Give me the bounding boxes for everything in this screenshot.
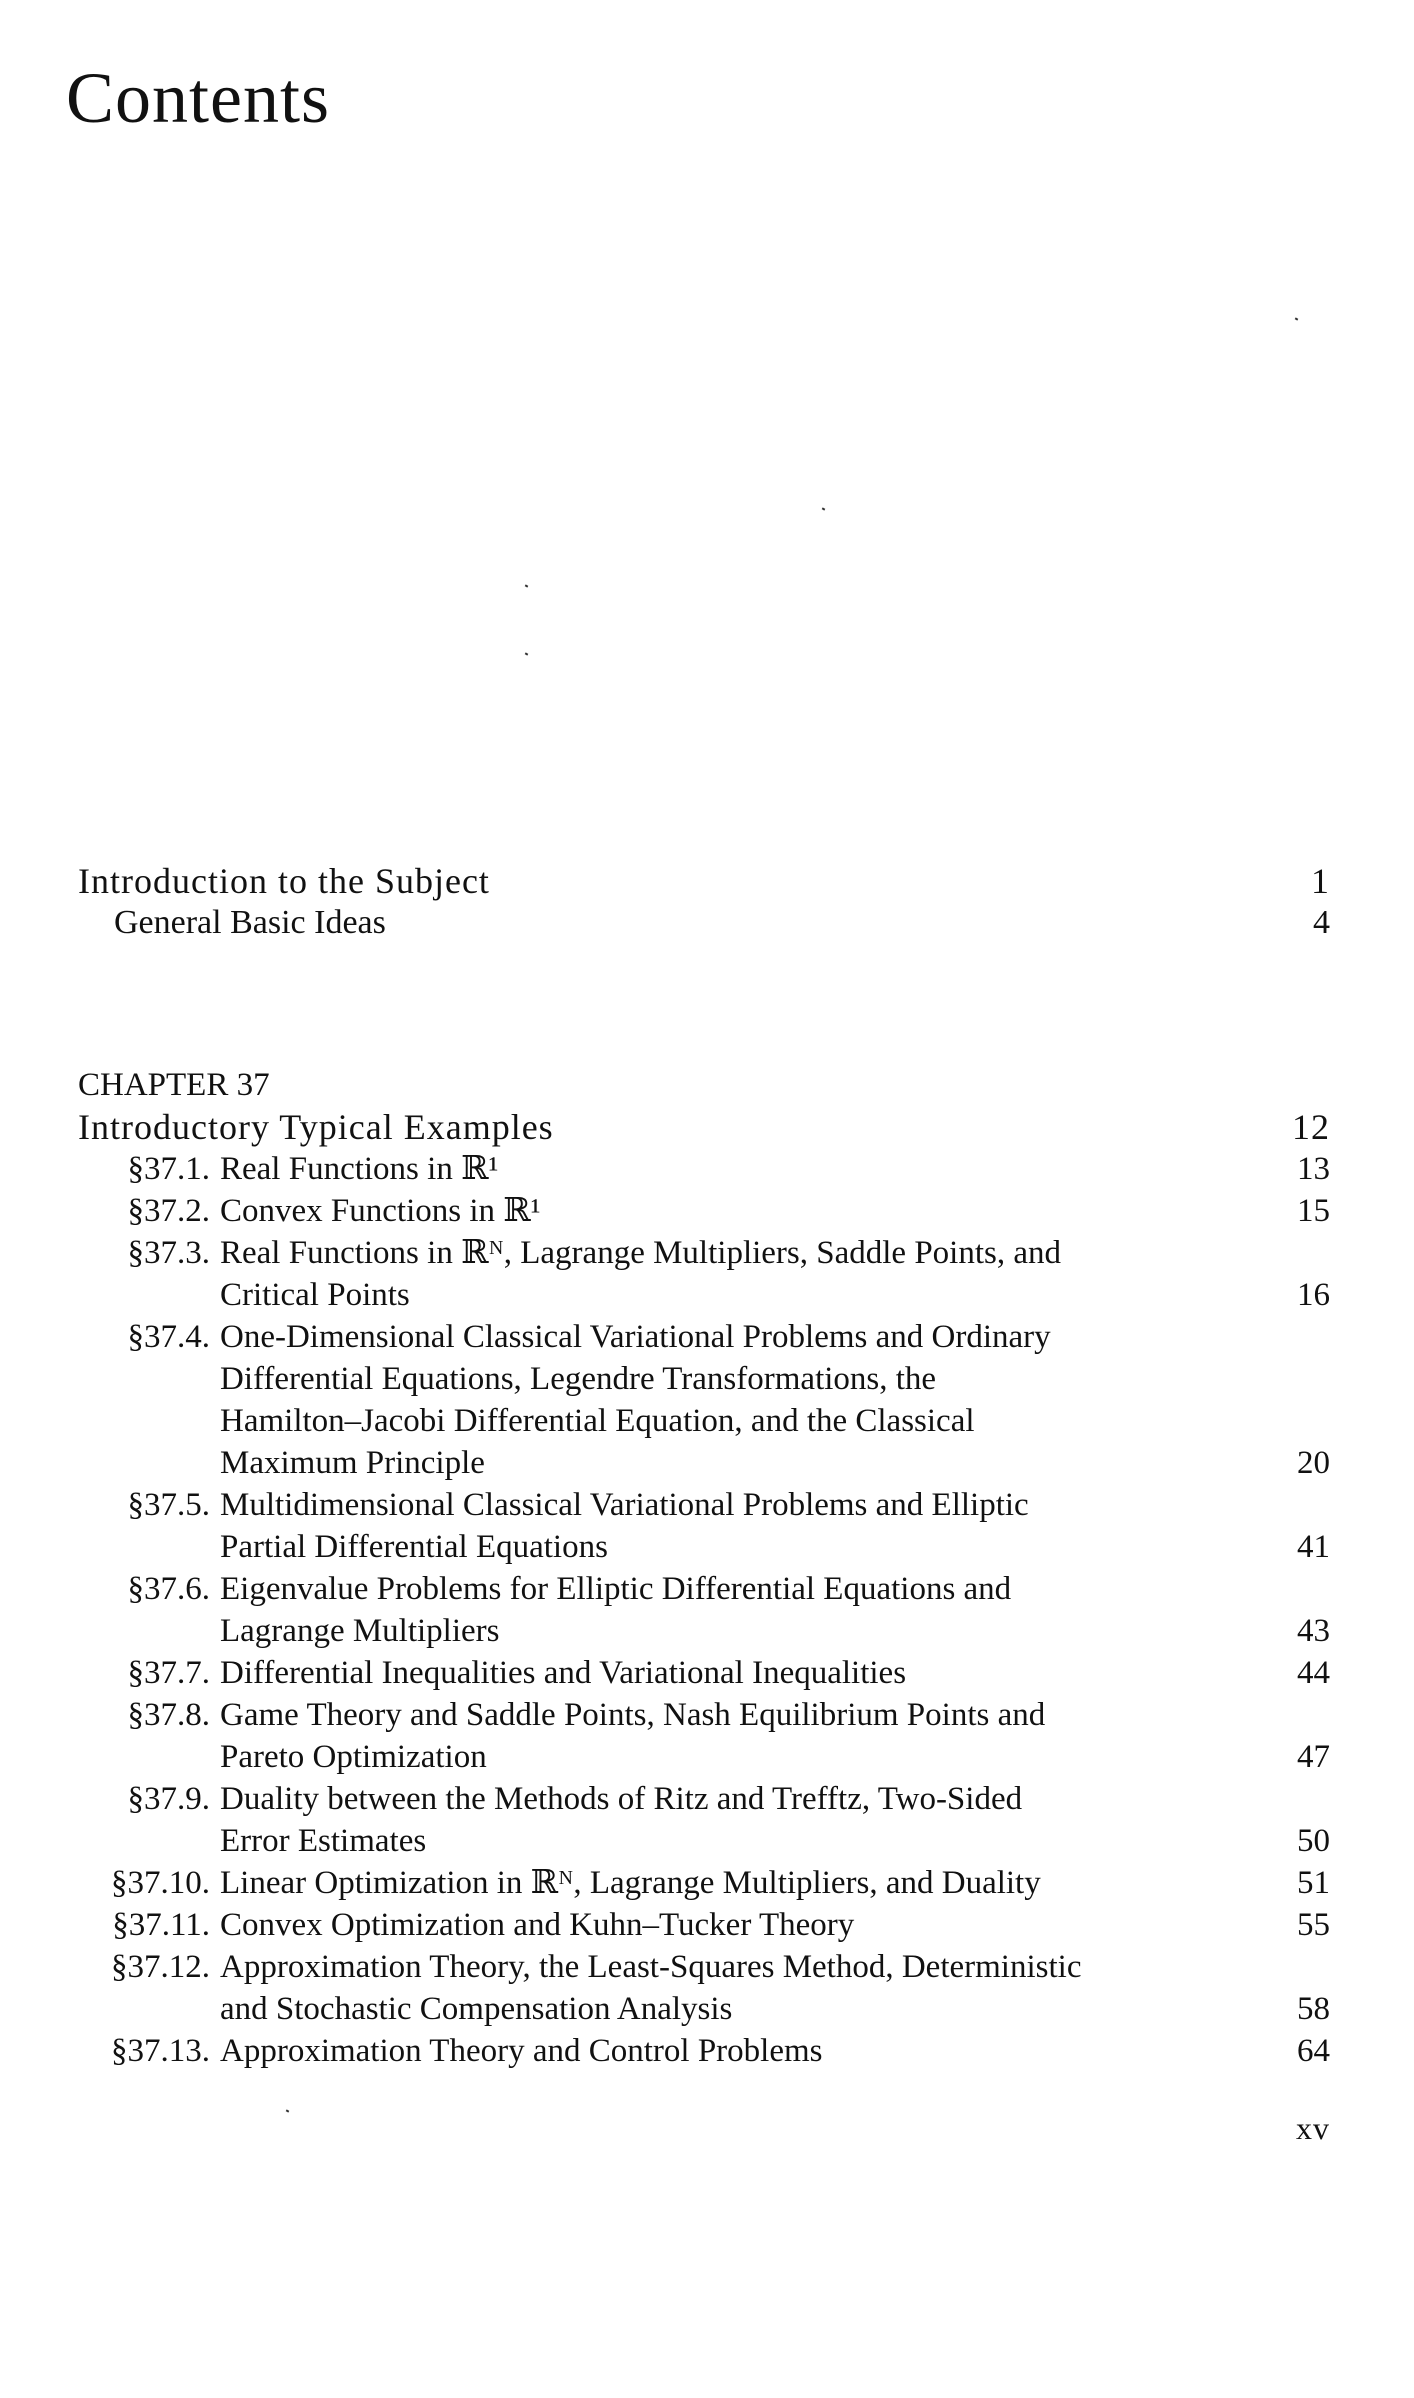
section-title-line: Pareto Optimization bbox=[220, 1739, 487, 1775]
section-number: §37.6. bbox=[127, 1571, 210, 1607]
section-title-line: Duality between the Methods of Ritz and Trefftz, Two-Sided bbox=[220, 1781, 1023, 1817]
chapter-block bbox=[78, 1064, 1330, 2072]
toc-section-entry[interactable] bbox=[78, 1232, 1330, 1316]
section-number: §37.9. bbox=[127, 1781, 210, 1817]
section-title-line: Convex Functions in ℝ¹ bbox=[220, 1193, 541, 1229]
section-title bbox=[220, 1946, 1240, 2030]
chapter-label: CHAPTER 37 bbox=[78, 1067, 270, 1103]
section-title-line: Approximation Theory and Control Problems bbox=[220, 2033, 823, 2069]
section-title-line: and Stochastic Compensation Analysis bbox=[220, 1991, 733, 2027]
toc-section-entry[interactable] bbox=[78, 1190, 1330, 1232]
section-title bbox=[220, 1148, 1240, 1190]
toc-section-entry[interactable] bbox=[78, 1316, 1330, 1484]
section-title-line: Hamilton–Jacobi Differential Equation, and the Classical bbox=[220, 1403, 975, 1439]
section-title-line: Lagrange Multipliers bbox=[220, 1613, 500, 1649]
section-title-line: Error Estimates bbox=[220, 1823, 427, 1859]
toc-section-entry[interactable] bbox=[78, 1484, 1330, 1568]
section-title bbox=[220, 1862, 1240, 1904]
section-title-line: Differential Equations, Legendre Transformations, the bbox=[220, 1361, 937, 1397]
section-title bbox=[220, 1190, 1240, 1232]
toc-entry-introduction[interactable] bbox=[78, 860, 1330, 902]
section-title-line: Convex Optimization and Kuhn–Tucker Theory bbox=[220, 1907, 855, 1943]
section-title-line: Eigenvalue Problems for Elliptic Differential Equations and bbox=[220, 1571, 1012, 1607]
toc-section-entry[interactable] bbox=[78, 1694, 1330, 1778]
toc-section-entry[interactable] bbox=[78, 1148, 1330, 1190]
toc-entry-title: General Basic Ideas bbox=[114, 904, 386, 941]
section-title bbox=[220, 1316, 1240, 1484]
toc-entry-page: 43 bbox=[1297, 1613, 1330, 1649]
chapter-title-entry[interactable] bbox=[78, 1106, 1330, 1148]
toc-section-entry[interactable] bbox=[78, 1862, 1330, 1904]
toc-section-entry[interactable] bbox=[78, 1904, 1330, 1946]
section-title-line: Multidimensional Classical Variational Problems and Elliptic bbox=[220, 1487, 1029, 1523]
toc-entry-page: 15 bbox=[1297, 1193, 1330, 1229]
toc-entry-page: 64 bbox=[1297, 2033, 1330, 2069]
section-number: §37.12. bbox=[111, 1949, 210, 1985]
scan-speck bbox=[286, 2109, 290, 2112]
section-title-line: Differential Inequalities and Variational Inequalities bbox=[220, 1655, 907, 1691]
toc-entry-page: 4 bbox=[1313, 904, 1330, 941]
front-matter-list bbox=[78, 860, 1330, 944]
toc-entry-page: 1 bbox=[1311, 861, 1330, 901]
section-title bbox=[220, 1904, 1240, 1946]
section-title-line: Game Theory and Saddle Points, Nash Equilibrium Points and bbox=[220, 1697, 1046, 1733]
toc-section-entry[interactable] bbox=[78, 1946, 1330, 2030]
toc-entry-page: 41 bbox=[1297, 1529, 1330, 1565]
section-title-line: Real Functions in ℝᴺ, Lagrange Multipliers, Saddle Points, and bbox=[220, 1235, 1062, 1271]
toc-entry-page: 13 bbox=[1297, 1151, 1330, 1187]
section-title bbox=[220, 2030, 1240, 2072]
section-number: §37.13. bbox=[111, 2033, 210, 2069]
toc-entry-page: 47 bbox=[1297, 1739, 1330, 1775]
toc-entry-page: 55 bbox=[1297, 1907, 1330, 1943]
section-number: §37.1. bbox=[127, 1151, 210, 1187]
section-number: §37.8. bbox=[127, 1697, 210, 1733]
section-number: §37.4. bbox=[127, 1319, 210, 1355]
scan-speck bbox=[525, 584, 529, 587]
section-number: §37.7. bbox=[127, 1655, 210, 1691]
page-folio: xv bbox=[1296, 2110, 1330, 2146]
scan-speck bbox=[822, 507, 826, 510]
section-title-line: One-Dimensional Classical Variational Problems and Ordinary bbox=[220, 1319, 1051, 1355]
section-number: §37.2. bbox=[127, 1193, 210, 1229]
toc-section-entry[interactable] bbox=[78, 1652, 1330, 1694]
section-title bbox=[220, 1484, 1240, 1568]
toc-entry-page: 44 bbox=[1297, 1655, 1330, 1691]
toc-section-entry[interactable] bbox=[78, 1568, 1330, 1652]
toc-entry-page: 58 bbox=[1297, 1991, 1330, 2027]
section-title-line: Approximation Theory, the Least-Squares Method, Deterministic bbox=[220, 1949, 1082, 1985]
section-number: §37.5. bbox=[127, 1487, 210, 1523]
section-title bbox=[220, 1778, 1240, 1862]
chapter-title: Introductory Typical Examples bbox=[78, 1107, 554, 1147]
section-title-line: Real Functions in ℝ¹ bbox=[220, 1151, 499, 1187]
toc-entry-page: 16 bbox=[1297, 1277, 1330, 1313]
toc-section-entry[interactable] bbox=[78, 1778, 1330, 1862]
toc-section-entry[interactable] bbox=[78, 2030, 1330, 2072]
section-title bbox=[220, 1694, 1240, 1778]
section-title bbox=[220, 1652, 1240, 1694]
section-title-line: Linear Optimization in ℝᴺ, Lagrange Multipliers, and Duality bbox=[220, 1865, 1041, 1901]
section-title bbox=[220, 1232, 1240, 1316]
section-title-line: Maximum Principle bbox=[220, 1445, 485, 1481]
scan-speck bbox=[525, 652, 529, 655]
page-title: Contents bbox=[66, 58, 331, 138]
toc-entry-title: Introduction to the Subject bbox=[78, 861, 490, 901]
section-number: §37.11. bbox=[112, 1907, 210, 1943]
section-title bbox=[220, 1568, 1240, 1652]
section-number: §37.3. bbox=[127, 1235, 210, 1271]
toc-entry-page: 12 bbox=[1292, 1107, 1330, 1147]
toc-entry-page: 50 bbox=[1297, 1823, 1330, 1859]
section-number: §37.10. bbox=[111, 1865, 210, 1901]
scan-speck bbox=[1295, 317, 1299, 320]
section-title-line: Partial Differential Equations bbox=[220, 1529, 608, 1565]
section-list bbox=[78, 1148, 1330, 2072]
toc-entry-page: 51 bbox=[1297, 1865, 1330, 1901]
toc-entry-general-basic-ideas[interactable] bbox=[78, 902, 1330, 944]
toc-entry-page: 20 bbox=[1297, 1445, 1330, 1481]
section-title-line: Critical Points bbox=[220, 1277, 410, 1313]
